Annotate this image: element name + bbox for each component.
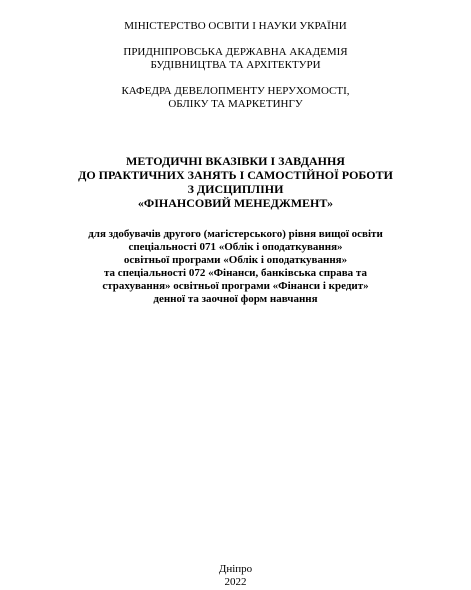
department-name-line1: КАФЕДРА ДЕВЕЛОПМЕНТУ НЕРУХОМОСТІ,: [121, 85, 350, 97]
ministry-block: [0, 20, 471, 33]
title-line3: З ДИСЦИПЛІНИ: [187, 182, 284, 196]
audience-line6: денної та заочної форм навчання: [153, 293, 318, 305]
title-line2: ДО ПРАКТИЧНИХ ЗАНЯТЬ І САМОСТІЙНОЇ РОБОТИ: [78, 168, 393, 182]
document-title: [0, 154, 471, 210]
department-block: [0, 85, 471, 111]
audience-line1: для здобувачів другого (магістерського) рівня вищої освіти: [88, 228, 383, 240]
title-line4: «ФІНАНСОВИЙ МЕНЕДЖМЕНТ»: [137, 196, 334, 210]
audience-line4: та спеціальності 072 «Фінанси, банківська справа та: [104, 267, 367, 279]
audience-line2: спеціальності 071 «Облік і оподаткування»: [128, 241, 343, 253]
audience-line5: страхування» освітньої програми «Фінанси і кредит»: [102, 280, 369, 292]
academy-block: [0, 46, 471, 72]
ministry-name: МІНІСТЕРСТВО ОСВІТИ І НАУКИ УКРАЇНИ: [124, 20, 347, 32]
title-line1: МЕТОДИЧНІ ВКАЗІВКИ І ЗАВДАННЯ: [126, 154, 345, 168]
academy-name-line1: ПРИДНІПРОВСЬКА ДЕРЖАВНА АКАДЕМІЯ: [123, 46, 348, 58]
audience-block: [0, 228, 471, 306]
year: 2022: [224, 576, 247, 588]
audience-line3: освітньої програми «Облік і оподаткування»: [123, 254, 348, 266]
academy-name-line2: БУДІВНИЦТВА ТА АРХІТЕКТУРИ: [150, 59, 321, 71]
footer-block: [0, 563, 471, 589]
department-name-line2: ОБЛІКУ ТА МАРКЕТИНГУ: [168, 98, 303, 110]
city: Дніпро: [218, 563, 253, 575]
